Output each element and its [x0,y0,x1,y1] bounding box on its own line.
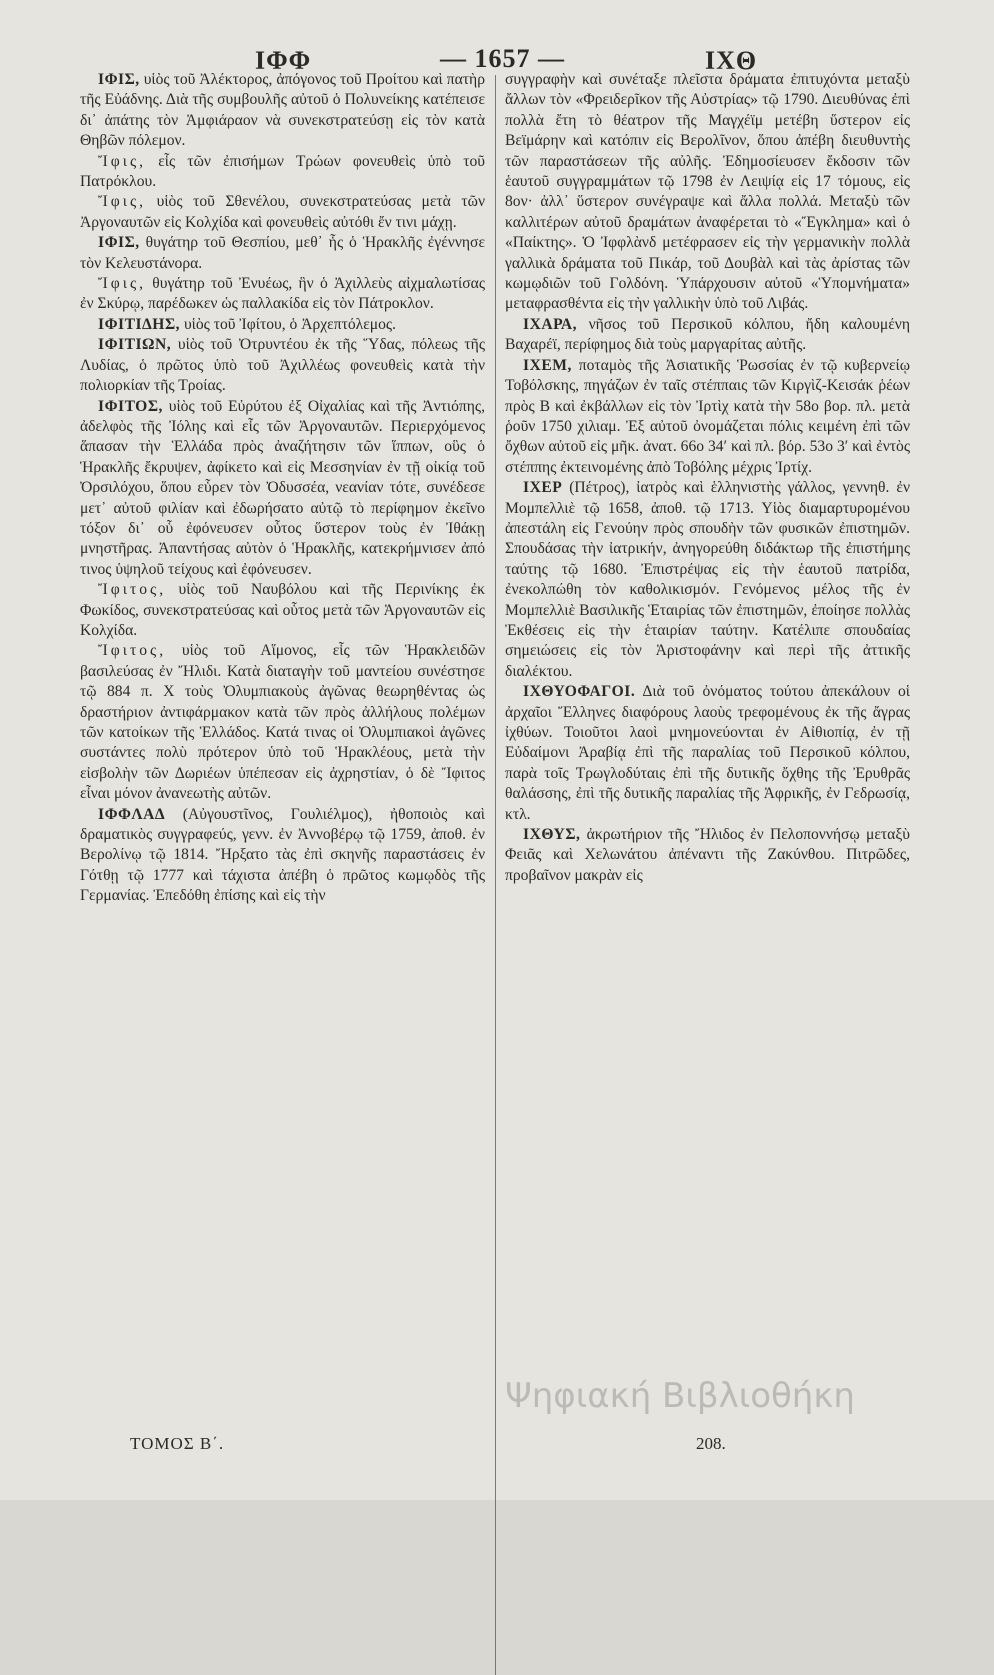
entry-text: υἱὸς τοῦ Αἵμονος, εἷς τῶν Ἡρακλειδῶν βασιλεύσας ἐν Ἤλιδι. Κατὰ διαταγὴν τοῦ μαντείου συνέστησε τῷ 884 π. Χ τοὺς Ὀλυμπιακοὺς ἀγῶνας θεωρηθέντας ὡς δραστήριον ἀντιφάρμακον κατὰ τῶν πρὸς ἀλλήλους πολέμων τῶν κατοίκων τῆς Ἑλλάδος. Κατά τινας οἱ Ὀλυμπιακοὶ ἀγῶνες συστάντες πολὺ πρότερον ὑπὸ τοῦ Ἡρακλέους, μετὰ τὴν εἰσβολὴν τῶν Δωριέων ὑπέπεσαν εἰς ἀχρηστίαν, ὁ δὲ Ἴφιτος εἶναι μόνον ἀνανεωτὴς αὐτῶν. [80,642,485,803]
dictionary-entry [80,315,485,335]
left-column [80,70,485,907]
dictionary-entry [80,805,485,907]
entry-text: εἷς τῶν ἐπισήμων Τρώων φονευθεὶς ὑπὸ τοῦ Πατρόκλου. [80,152,485,191]
entry-headword: ΙΧΘΥΣ, [523,826,581,844]
right-column [505,70,910,886]
entry-text: θυγάτηρ τοῦ Θεσπίου, μεθ᾽ ἧς ὁ Ἡρακλῆς ἐγέννησε τὸν Κελευστάνορα. [80,234,485,272]
entry-headword: ΙΦΙΣ, [98,234,140,252]
dictionary-entry [80,580,485,641]
dictionary-entry [505,825,910,886]
entry-headword: ΙΦΙΤΙΩΝ, [98,336,172,354]
entry-headword: Ἴφιτος, [98,642,167,660]
dictionary-entry [80,335,485,396]
entry-headword: ΙΧΘΥΟΦΑΓΟΙ. [523,683,636,701]
dictionary-entry [80,233,485,274]
dictionary-entry [80,70,485,152]
dictionary-entry [505,315,910,356]
signature-mark: 208. [696,1434,726,1453]
entry-headword: ΙΦΙΤΙΔΗΣ, [98,315,181,333]
watermark: Ψηφιακή Βιβλιοθήκη [505,1376,855,1416]
dictionary-entry [80,192,485,233]
entry-headword: ΙΧΕΜ, [523,356,572,374]
dictionary-entry [80,397,485,581]
dictionary-entry [505,478,910,682]
entry-text: νῆσος τοῦ Περσικοῦ κόλπου, ἤδη καλουμένη Βαχαρέϊ, περίφημος διὰ τοὺς μαργαρίτας αὐτῆς. [505,315,910,354]
entry-text: υἱὸς τοῦ Εὐρύτου ἐξ Οἰχαλίας καὶ τῆς Ἀντιόπης, ἀδελφὸς τῆς Ἰόλης καὶ εἷς τῶν Ἀργοναυτῶν. Περιερχόμενος ἅπασαν τὴν Ἑλλάδα πρὸς ἀναζήτησιν τῶν ἵππων, οὓς ὁ Ἡρακλῆς ἔκρυψεν, ἀφίκετο καὶ εἰς Μεσσηνίαν ἐν τῇ οἰκίᾳ τοῦ Ὀρσιλόχου, ὅπου εὗρεν τὸν Ὀδυσσέα, νεανίαν τότε, συνέδεσε μετ᾽ αὐτοῦ φιλίαν καὶ ἐδωρήσατο αὐτῷ τὸ περίφημον ἐκεῖνο τόξον δι᾽ οὗ ἐφόνευσεν οὗτος ὕστερον τοὺς ἐν Ἰθάκῃ μνηστῆρας. Ἀπαντήσας αὐτὸν ὁ Ἡρακλῆς, κατεκρήμνισεν ἀπό τινος ὑψηλοῦ τείχους καὶ ἐφόνευσεν. [80,397,485,578]
entry-headword: ΙΧΕΡ [523,479,563,497]
entry-text: (Πέτρος), ἰατρὸς καὶ ἑλληνιστὴς γάλλος, γεννηθ. ἐν Μομπελλιὲ τῷ 1658, ἀποθ. τῷ 1713. Υἱὸς διαμαρτυρομένου ἀπεστάλη εἰς Γενούην πρὸς σπουδὴν τῶν φυσικῶν ἐπιστημῶν. Σπουδάσας τὴν ἰατρικήν, ἀνηγορεύθη διδάκτωρ τῆς ἐπιστήμης ταύτης τῷ 1680. Ἐπιστρέψας εἰς τὴν ἑαυτοῦ πατρίδα, ἐνεκολπώθη τὸν καθολικισμόν. Γενόμενος μέλος τῆς ἐν Μομπελλιὲ Βασιλικῆς Ἑταιρίας τῶν ἐπιστημῶν, ἐποίησε πολλὰς Ἐκθέσεις εἰς τὴν ἑταιρίαν ταύτην. Κατέλιπε σπουδαίας σημειώσεις εἰς τὸν Ἀριστοφάνην καὶ περὶ τῆς ἀττικῆς διαλέκτου. [505,479,910,680]
dictionary-entry [505,70,910,315]
entry-text: υἱὸς τοῦ Ἰφίτου, ὁ Ἀρχεπτόλεμος. [180,315,397,333]
entry-headword: Ἴφις, [98,152,147,170]
entry-headword: ΙΦΙΤΟΣ, [98,397,163,415]
page-number: — 1657 — [440,44,565,73]
entry-headword: Ἴφις, [98,193,147,211]
entry-headword: ΙΦΦΛΑΔ [98,805,166,823]
entry-text: θυγάτηρ τοῦ Ἐνυέως, ἣν ὁ Ἀχιλλεὺς αἰχμαλωτίσας ἐν Σκύρῳ, παρέδωκεν ὡς παλλακίδα εἰς τὸν Πάτροκλον. [80,275,485,313]
entry-text: ἀκρωτήριον τῆς Ἤλιδος ἐν Πελοποννήσῳ μεταξὺ Φειᾶς καὶ Χελωνάτου ἀπέναντι τῆς Ζακύνθου. Πιτρῶδες, προβαῖνον μακρὰν εἰς [505,826,910,884]
header-right-guideword: ΙΧΘ [705,46,758,75]
page-footer [0,1434,994,1464]
entry-text: Διὰ τοῦ ὀνόματος τούτου ἀπεκάλουν οἱ ἀρχαῖοι Ἕλληνες διαφόρους λαοὺς τρεφομένους ἐκ τῆς ἄγρας ἰχθύων. Τοιοῦτοι λαοὶ μνημονεύονται ἐν Αἰθιοπίᾳ, ἐν τῇ Εὐδαίμονι Ἀραβίᾳ ἐπὶ τῆς παραλίας τοῦ Περσικοῦ κόλπου, παρὰ τοῖς Τρωγλοδύταις ἐπὶ τῆς δυτικῆς ὄχθης τῆς Ἐρυθρᾶς θαλάσσης, ἐπὶ τῆς δυτικῆς παραλίας τῆς Ἀφρικῆς, ἐν Γεδρωσίᾳ, κτλ. [505,683,910,823]
entry-text: υἱὸς τοῦ Ναυβόλου καὶ τῆς Περινίκης ἐκ Φωκίδος, συνεκστρατεύσας καὶ οὗτος μετὰ τῶν Ἀργοναυτῶν εἰς Κολχίδα. [80,581,485,639]
entry-text: υἱὸς τοῦ Ἀλέκτορος, ἀπόγονος τοῦ Προίτου καὶ πατὴρ τῆς Εὐάδνης. Διὰ τῆς συμβουλῆς αὐτοῦ ὁ Πολυνείκης κατέπεισε δι᾽ ἀπάτης τὸν Ἀμφιάραον νὰ συνεκστρατεύσῃ εἰς τὸν κατὰ Θηβῶν πόλεμον. [80,71,485,150]
dictionary-entry [80,152,485,193]
entry-text: (Αὐγουστῖνος, Γουλιέλμος), ἠθοποιὸς καὶ δραματικὸς συγγραφεύς, γενν. ἐν Ἀννοβέρῳ τῷ 1759, ἀποθ. ἐν Βερολίνῳ τῷ 1814. Ἤρξατο τὰς ἐπὶ σκηνῆς παραστάσεις ἐν Γότθῃ τῷ 1777 καὶ τάχιστα ἀπέβη ὁ πρῶτος κωμῳδὸς τῆς Γερμανίας. Ἐπεδόθη ἐπίσης καὶ εἰς τὴν [80,805,485,905]
entry-headword: Ἴφις, [98,275,147,293]
dictionary-entry [80,641,485,804]
volume-label: ΤΟΜΟΣ Β΄. [130,1434,225,1453]
entry-headword: Ἴφιτος, [98,581,167,599]
entry-text: υἱὸς τοῦ Σθενέλου, συνεκστρατεύσας μετὰ τῶν Ἀργοναυτῶν εἰς Κολχίδα καὶ φονευθεὶς αὐτόθι ἔν τινι μάχῃ. [80,193,485,231]
entry-headword: ΙΦΙΣ, [98,71,140,88]
dictionary-entry [505,682,910,825]
entry-text: ποταμὸς τῆς Ἀσιατικῆς Ῥωσσίας ἐν τῷ κυβερνείῳ Τοβόλσκης, πηγάζων ἐν ταῖς στέππαις τῶν Κιργὶζ-Κεισάκ ῥέων πρὸς Β καὶ ἐκβάλλων εἰς τὸν Ἰρτὶχ κατὰ τὴν 58ο βορ. πλ. μετὰ ῥοῦν 1750 χιλιαμ. Ἐξ αὐτοῦ ὀνομάζεται πόλις κειμένη ἐπὶ τῶν ὄχθων αὐτοῦ εἰς μῆκ. ἀνατ. 66ο 34′ καὶ πλ. βόρ. 53ο 3′ καὶ ἐντὸς στέππης ἐκτεινομένης ἀπὸ Τοβόλης μέχρις Ἰρτίχ. [505,356,910,476]
entry-text: υἱὸς τοῦ Ὀτρυντέου ἐκ τῆς Ὕδας, πόλεως τῆς Λυδίας, ὁ πρῶτος ὑπὸ τοῦ Ἀχιλλέως φονευθεὶς κατὰ τὴν πολιορκίαν τῆς Τροίας. [80,336,485,395]
dictionary-entry [80,274,485,315]
entry-text: συγγραφὴν καὶ συνέταξε πλεῖστα δράματα ἐπιτυχόντα μεταξὺ ἄλλων τὸν «Φρειδερῖκον τῆς Αὐστρίας» τῷ 1790. Διευθύνας ἐπὶ πολλὰ ἔτη τὸ θέατρον τῆς Μαγχέϊμ μετέβη ὕστερον εἰς Βεϊμάρην καὶ κατόπιν εἰς Βερολῖνον, ὅπου ἀπέβη διευθυντὴς τῶν παραστάσεων τῆς αὐλῆς. Ἐδημοσίευσεν ἔκδοσιν τῶν ἑαυτοῦ συγγραμμάτων τῷ 1798 ἐν Λειψίᾳ εἰς 17 τόμους, εἰς 8ον· ἀλλ᾽ ὕστερον συνέγραψε καὶ ἄλλα πολλά. Μεταξὺ τῶν καλλιτέρων αὐτοῦ δραμάτων ἀναφέρεται τὸ «Ἔγκλημα» καὶ ὁ «Παίκτης». Ὁ Ἰφφλὰνδ μετέφρασεν εἰς τὴν γερμανικὴν πολλὰ γαλλικὰ δράματα τοῦ Πικάρ, τοῦ Δουβὰλ καὶ τὰς ἀρίστας τῶν κωμῳδιῶν τοῦ Γολδόνη. Ὑπάρχουσιν αὐτοῦ «Ὑπομνήματα» μεταφρασθέντα εἰς τὴν γαλλικὴν ὑπὸ τοῦ Λιβάς. [505,71,910,313]
header-left-guideword: ΙΦΦ [255,46,312,75]
dictionary-entry [505,356,910,478]
entry-headword: ΙΧΑΡΑ, [523,315,577,333]
